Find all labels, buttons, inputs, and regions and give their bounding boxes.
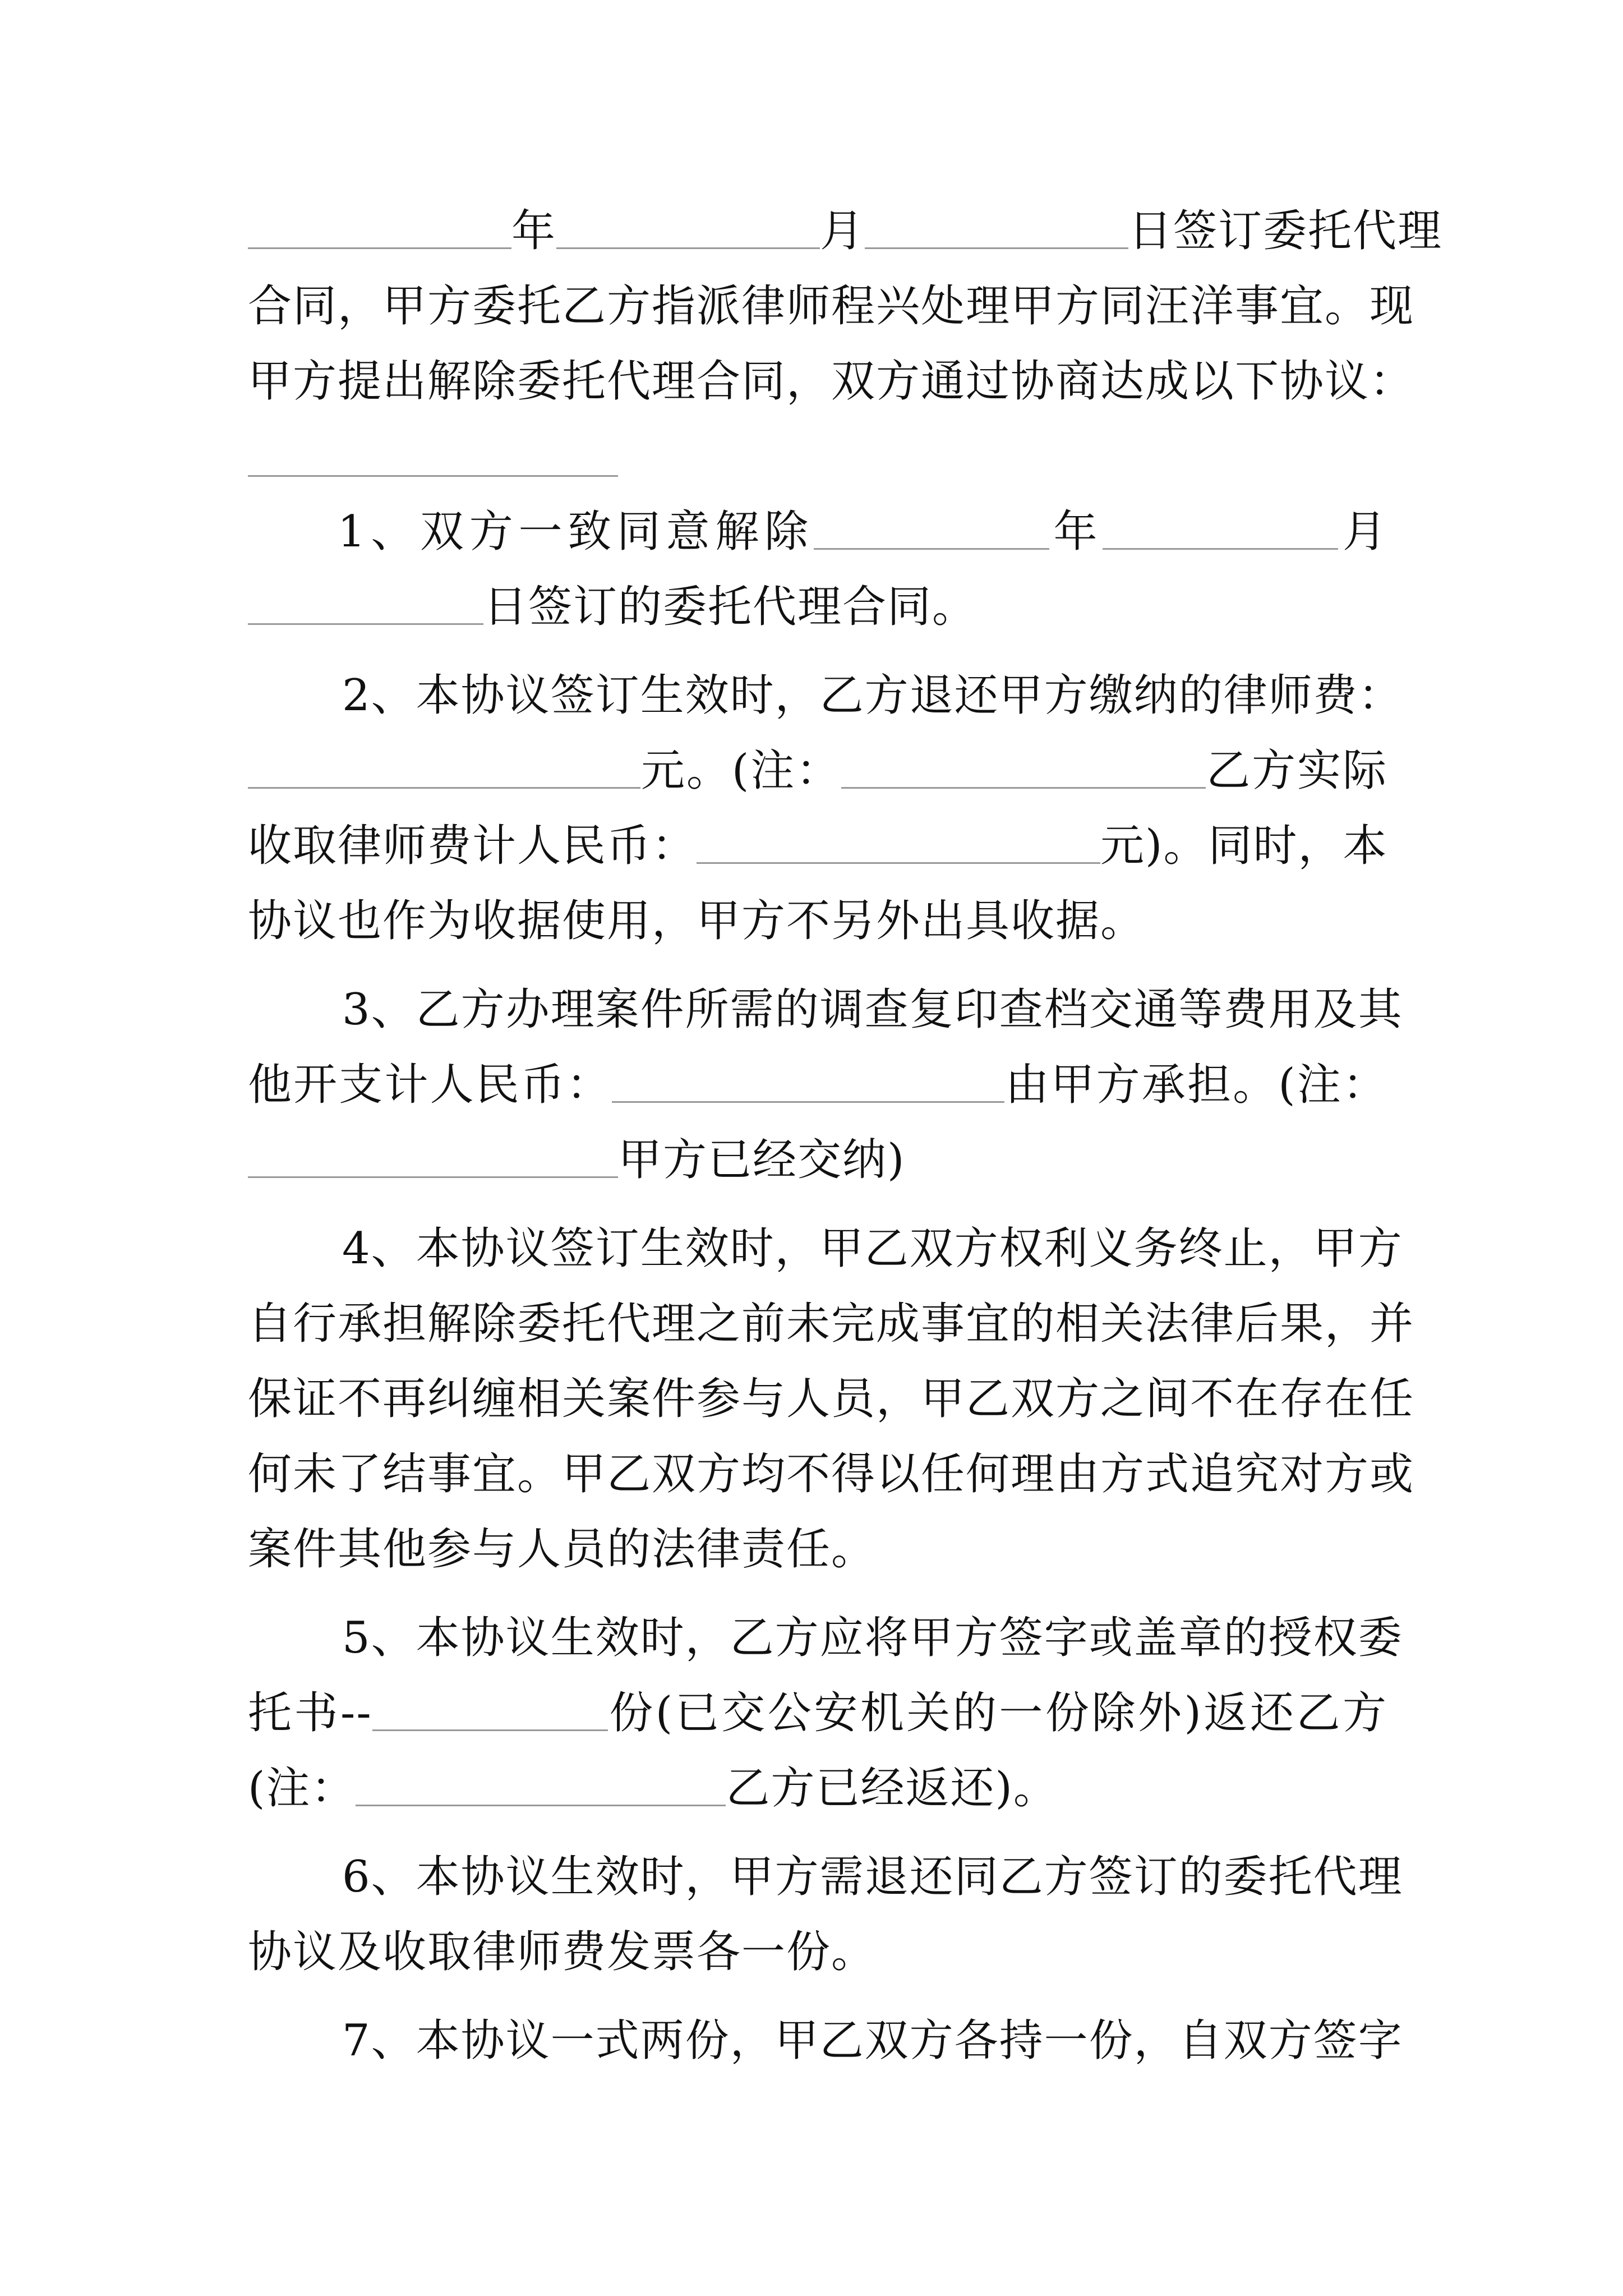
blank-refund-amount[interactable] <box>248 748 640 789</box>
blank-other-expenses[interactable] <box>612 1062 1004 1103</box>
clause-1-end: 日签订的委托代理合同。 <box>483 582 978 632</box>
clause-3-line-2-end: 由甲方承担。(注： <box>1004 1060 1387 1110</box>
blank-note-amount[interactable] <box>841 748 1206 789</box>
clause-5-line-2-start: 托书-- <box>248 1688 372 1738</box>
blank-copies[interactable] <box>372 1690 608 1731</box>
intro-line-1 <box>248 194 1443 269</box>
blank-clause-1-month[interactable] <box>1103 509 1338 550</box>
separator-blank <box>248 419 1387 494</box>
clause-4-line-3: 保证不再纠缠相关案件参与人员，甲乙双方之间不在存在任 <box>248 1374 1415 1424</box>
clause-4-line-5: 案件其他参与人员的法律责任。 <box>248 1524 877 1575</box>
blank-clause-1-day[interactable] <box>248 584 483 625</box>
clause-5-line-3-start: (注： <box>248 1763 356 1814</box>
clause-1-line-1 <box>248 494 1387 569</box>
clause-3-line-2 <box>248 1047 1387 1122</box>
clause-4-line-4: 何未了结事宜。甲乙双方均不得以任何理由方式追究对方或 <box>248 1449 1415 1499</box>
clause-2-line-1: 2、本协议签订生效时，乙方退还甲方缴纳的律师费： <box>342 670 1403 721</box>
blank-day[interactable] <box>865 208 1128 249</box>
clause-2-line-3-end: 元)。同时，本 <box>1100 821 1388 871</box>
clause-4-line-2: 自行承担解除委托代理之前未完成事宜的相关法律后果，并 <box>248 1299 1415 1349</box>
clause-2-yuan: 元。(注： <box>640 746 842 796</box>
clause-2-line-3 <box>248 808 1387 884</box>
clause-5-line-2 <box>248 1676 1387 1751</box>
clause-2-actual: 乙方实际 <box>1206 746 1387 796</box>
clause-3-line-3-end: 甲方已经交纳) <box>618 1135 906 1185</box>
year-label: 年 <box>511 206 557 256</box>
clause-2-line-4: 协议也作为收据使用，甲方不另外出具收据。 <box>248 896 1146 946</box>
blank-paid-amount[interactable] <box>248 1137 618 1178</box>
clause-6-line-1: 6、本协议生效时，甲方需退还同乙方签订的委托代理 <box>342 1852 1403 1902</box>
blank-year[interactable] <box>248 208 511 249</box>
blank-month[interactable] <box>556 208 820 249</box>
clause-7-line-1: 7、本协议一式两份，甲乙双方各持一份，自双方签字 <box>342 2016 1403 2066</box>
clause-4-line-1: 4、本协议签订生效时，甲乙双方权利义务终止，甲方 <box>342 1223 1403 1274</box>
month-label: 月 <box>820 206 865 256</box>
clause-1-year-label: 年 <box>1049 507 1103 557</box>
blank-returned-copies[interactable] <box>356 1765 726 1806</box>
agreement-document <box>248 194 1443 2078</box>
clause-2-line-2 <box>248 733 1387 808</box>
intro-line-3: 甲方提出解除委托代理合同，双方通过协商达成以下协议： <box>248 356 1415 407</box>
clause-3-line-2-start: 他开支计人民币： <box>248 1060 612 1110</box>
clause-5-line-2-end: 份(已交公安机关的一份除外)返还乙方 <box>607 1688 1387 1738</box>
clause-3-line-1: 3、乙方办理案件所需的调查复印查档交通等费用及其 <box>342 984 1403 1035</box>
clause-6-line-2: 协议及收取律师费发票各一份。 <box>248 1927 877 1977</box>
clause-5-line-3 <box>248 1751 1387 1826</box>
intro-line-2: 合同，甲方委托乙方指派律师程兴处理甲方同汪洋事宜。现 <box>248 281 1415 332</box>
blank-separator[interactable] <box>248 436 618 477</box>
clause-1-start: 1、双方一致同意解除 <box>338 507 814 557</box>
clause-3-line-3 <box>248 1122 1387 1198</box>
clause-1-month-label: 月 <box>1338 507 1387 557</box>
blank-clause-1-year[interactable] <box>814 509 1049 550</box>
intro-line-1-rest: 日签订委托代理 <box>1128 206 1443 256</box>
blank-collected-fee[interactable] <box>697 823 1100 864</box>
clause-5-line-3-end: 乙方已经返还)。 <box>726 1763 1058 1814</box>
clause-1-line-2 <box>248 569 1387 645</box>
clause-2-line-3-start: 收取律师费计人民币： <box>248 821 697 871</box>
clause-5-line-1: 5、本协议生效时，乙方应将甲方签字或盖章的授权委 <box>342 1613 1403 1663</box>
